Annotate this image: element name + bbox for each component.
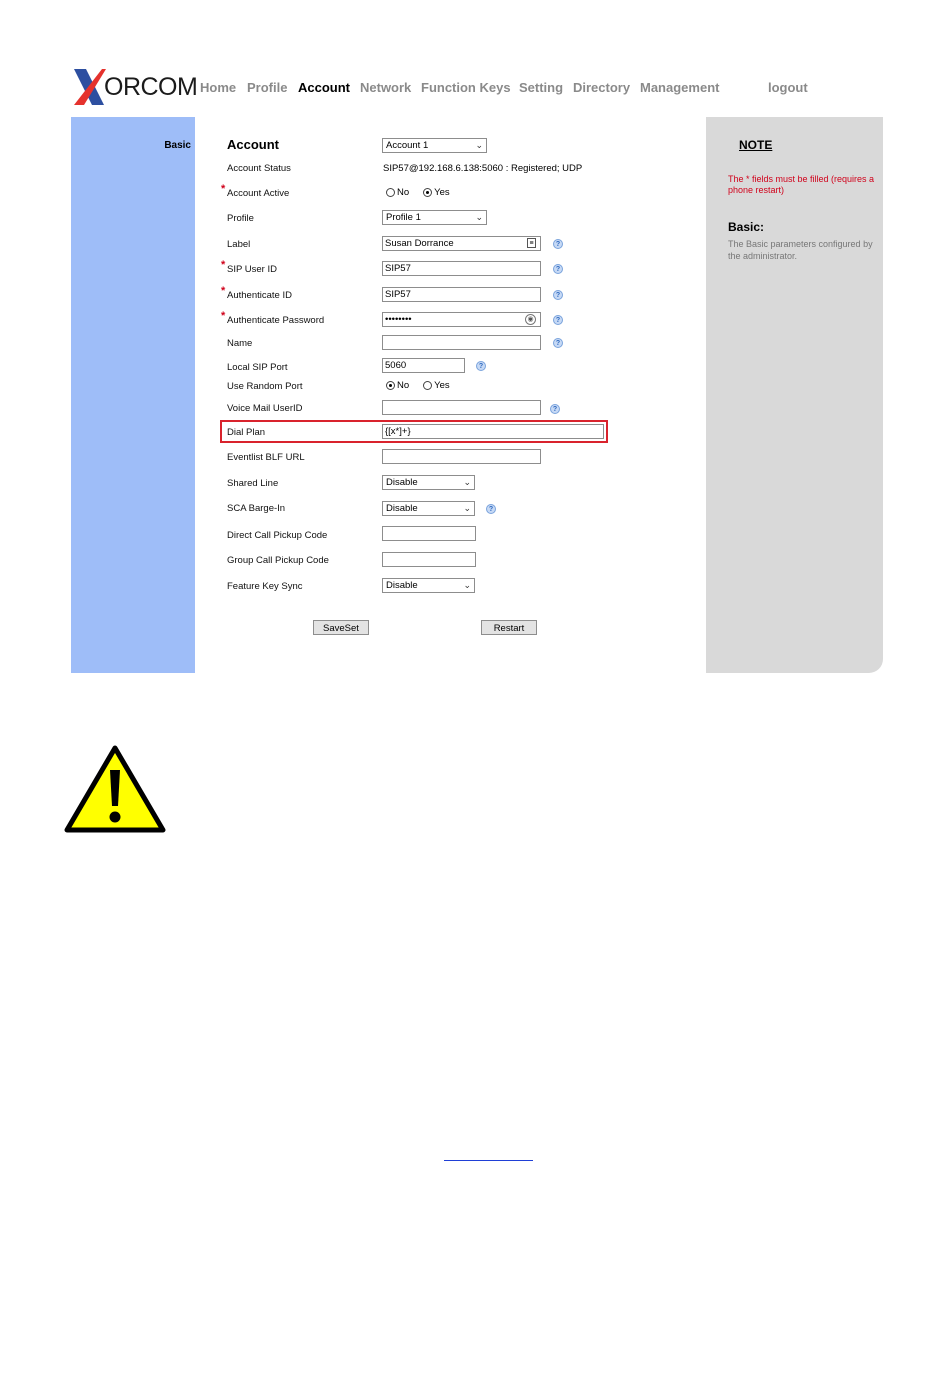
shared-line-value: Disable (386, 477, 418, 488)
chevron-down-icon: ⌄ (463, 477, 471, 487)
account-active-radio-group (386, 187, 464, 198)
account-active-yes[interactable] (423, 187, 450, 198)
help-icon[interactable]: ? (553, 239, 563, 249)
profile-label: Profile (227, 213, 254, 224)
sidebar-item-basic[interactable]: Basic (164, 140, 191, 151)
required-mark: * (221, 259, 226, 271)
nav-home[interactable]: Home (200, 80, 237, 95)
group-call-pickup-code-label: Group Call Pickup Code (227, 555, 329, 566)
chevron-down-icon: ⌄ (475, 212, 483, 222)
form-title: Account (227, 137, 279, 152)
restart-button[interactable]: Restart (481, 620, 537, 635)
help-icon[interactable]: ? (553, 264, 563, 274)
nav-logout[interactable]: logout (768, 80, 808, 95)
logo-text: ORCOM (104, 72, 198, 101)
warning-triangle-icon (63, 744, 167, 841)
show-password-icon[interactable]: ◉ (525, 314, 536, 325)
profile-select[interactable] (382, 210, 487, 225)
nav-network[interactable]: Network (360, 80, 412, 95)
help-icon[interactable]: ? (553, 290, 563, 300)
use-random-port-label: Use Random Port (227, 381, 303, 392)
authenticate-password-input[interactable] (382, 312, 541, 327)
eventlist-blf-url-input[interactable] (382, 449, 541, 464)
nav-directory[interactable]: Directory (573, 80, 631, 95)
logo-x-mark (72, 67, 106, 107)
sip-user-id-label: SIP User ID (227, 264, 277, 275)
voice-mail-userid-label: Voice Mail UserID (227, 403, 303, 414)
help-icon[interactable]: ? (550, 404, 560, 414)
eventlist-blf-url-label: Eventlist BLF URL (227, 452, 305, 463)
use-random-port-radio-group (386, 380, 464, 391)
authenticate-id-input[interactable]: SIP57 (382, 287, 541, 302)
authenticate-password-label: Authenticate Password (227, 315, 325, 326)
help-icon[interactable]: ? (486, 504, 496, 514)
dial-plan-label: Dial Plan (227, 427, 266, 438)
label-label: Label (227, 239, 251, 250)
name-label: Name (227, 338, 253, 349)
note-basic-title: Basic: (728, 220, 765, 234)
password-value: •••••••• (385, 314, 412, 325)
profile-select-value: Profile 1 (386, 212, 421, 223)
feature-key-sync-label: Feature Key Sync (227, 581, 303, 592)
direct-call-pickup-code-input[interactable] (382, 526, 476, 541)
required-mark: * (221, 310, 226, 322)
contact-card-icon[interactable]: ≡ (527, 238, 536, 248)
required-mark: * (221, 183, 226, 195)
nav-function-keys[interactable]: Function Keys (421, 80, 511, 95)
local-sip-port-label: Local SIP Port (227, 362, 288, 373)
help-icon[interactable]: ? (476, 361, 486, 371)
sip-user-id-input[interactable]: SIP57 (382, 261, 541, 276)
use-random-port-yes[interactable] (423, 380, 450, 391)
account-status-label: Account Status (227, 163, 291, 174)
nav-profile[interactable]: Profile (247, 80, 288, 95)
chevron-down-icon: ⌄ (475, 140, 483, 150)
chevron-down-icon: ⌄ (463, 580, 471, 590)
note-basic-description: The Basic parameters configured by the administrator. (728, 239, 873, 261)
shared-line-select[interactable] (382, 475, 475, 490)
note-title: NOTE (739, 138, 773, 152)
radio-icon[interactable] (386, 188, 395, 197)
account-select[interactable] (382, 138, 487, 153)
radio-icon[interactable] (423, 381, 432, 390)
account-status-value: SIP57@192.168.6.138:5060 : Registered; UDP (383, 163, 583, 174)
name-input[interactable] (382, 335, 541, 350)
feature-key-sync-value: Disable (386, 580, 418, 591)
radio-label: Yes (434, 380, 450, 391)
nav-management[interactable]: Management (640, 80, 720, 95)
nav-account[interactable]: Account (298, 80, 350, 95)
help-icon[interactable]: ? (553, 315, 563, 325)
local-sip-port-input[interactable]: 5060 (382, 358, 465, 373)
sidebar (71, 117, 195, 673)
use-random-port-no[interactable] (386, 380, 409, 391)
hyperlink-underline[interactable] (444, 1160, 533, 1161)
sca-barge-in-label: SCA Barge-In (227, 503, 286, 514)
voice-mail-userid-input[interactable] (382, 400, 541, 415)
saveset-button[interactable]: SaveSet (313, 620, 369, 635)
account-active-label: Account Active (227, 188, 290, 199)
feature-key-sync-select[interactable] (382, 578, 475, 593)
radio-label: Yes (434, 187, 450, 198)
nav-setting[interactable]: Setting (519, 80, 564, 95)
note-required-text: The * fields must be filled (requires a phone restart) (728, 174, 875, 195)
radio-selected-icon[interactable] (386, 381, 395, 390)
radio-label: No (397, 187, 410, 198)
xorcom-logo (72, 66, 197, 108)
group-call-pickup-code-input[interactable] (382, 552, 476, 567)
account-select-value: Account 1 (386, 140, 429, 151)
sca-barge-in-value: Disable (386, 503, 418, 514)
note-panel (706, 117, 883, 673)
account-active-no[interactable] (386, 187, 409, 198)
sca-barge-in-select[interactable] (382, 501, 475, 516)
required-mark: * (221, 285, 226, 297)
direct-call-pickup-code-label: Direct Call Pickup Code (227, 530, 328, 541)
label-input-value: Susan Dorrance (385, 238, 454, 249)
label-input[interactable] (382, 236, 541, 251)
authenticate-id-label: Authenticate ID (227, 290, 292, 301)
help-icon[interactable]: ? (553, 338, 563, 348)
dial-plan-input[interactable]: {[x*]+} (382, 424, 604, 439)
radio-selected-icon[interactable] (423, 188, 432, 197)
radio-label: No (397, 380, 410, 391)
shared-line-label: Shared Line (227, 478, 279, 489)
chevron-down-icon: ⌄ (463, 503, 471, 513)
